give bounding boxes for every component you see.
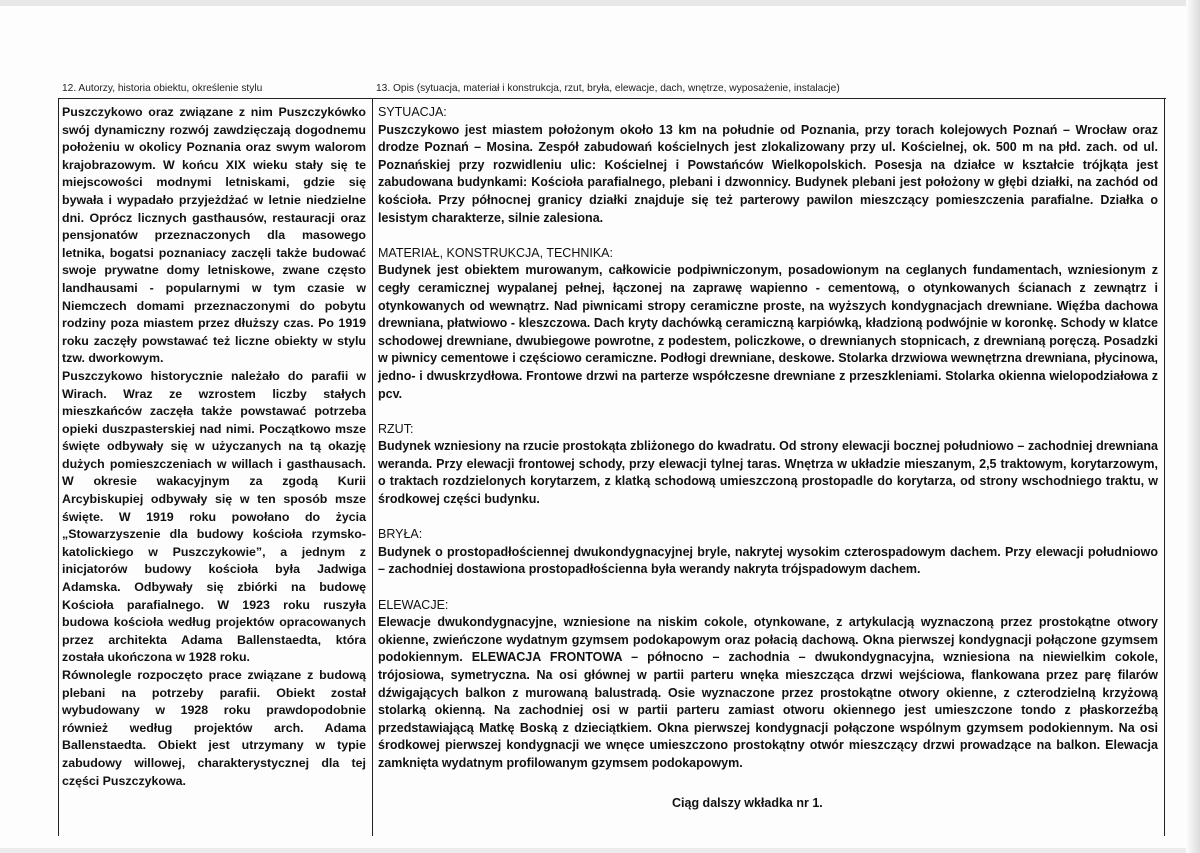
history-paragraph-1: Puszczykowo oraz związane z nim Puszczykówko swój dynamiczny rozwój zawdzięczają dogodnemu położeniu w okolicy Poznania oraz swym walorom krajobrazowym. W końcu XIX wieku stały się te miejscowości modnymi letniskami, gdzie się bywała i wypadało przyjeżdżać w letnie niedzielne dni. Oprócz licznych gasthausów, restauracji oraz pensjonatów przeznaczonych dla masowego letnika, bogatsi poznaniacy zaczęli także budować swoje prywatne domy letniskowe, zwane często landhausami - popularnymi w tym czasie w Niemczech domami przeznaczonymi do pobytu rodziny poza miastem przez dłuższy czas. Po 1919 roku zaczęły powstawać też liczne obiekty w stylu tzw. dworkowym. [62, 105, 366, 366]
table-column-divider [372, 98, 373, 836]
section-body-plan: Budynek wzniesiony na rzucie prostokąta zbliżonego do kwadratu. Od strony elewacji bocznej południowo – zachodniej drewniana weranda. Przy elewacji frontowej schody, przy elewacji tylnej taras. Wnętrza w układzie mieszanym, 2,5 traktowym, korytarzowym, o traktach rozdzielonych korytarzem, z klatką schodową umieszczoną prostopadle do korytarza, od strony wschodniego traktu, w środkowej części budynku. [378, 439, 1158, 507]
table-border-top [58, 98, 1166, 99]
continued-note: Ciąg dalszy wkładka nr 1. [672, 796, 823, 810]
description-column [378, 104, 1158, 773]
table-border-right [1164, 98, 1165, 836]
section-body-material: Budynek jest obiektem murowanym, całkowicie podpiwniczonym, posadowionym na ceglanych fundamentach, wzniesionym z cegły ceramicznej wypalanej pełnej, łączonej na zaprawę wapienno - cementową, o otynkowanych ścianach z zewnątrz i otynkowanych od wewnątrz. Nad piwnicami stropy ceramiczne proste, na wyższych kondygnacjach drewniane. Więźba dachowa drewniana, płatwiowo - kleszczowa. Dach kryty dachówką ceramiczną karpiówką, kładzioną podwójnie w koronkę. Schody w klatce schodowej drewniane, dwubiegowe powrotne, z podestem, policzkowe, o drewnianych stopnicach, z drewnianą poręczą. Posadzki w piwnicy cementowe i częściowo ceramiczne. Podłogi drewniane, deskowe. Stolarka drzwiowa wewnętrzna drewniana, płycinowa, jedno- i dwuskrzydłowa. Frontowe drzwi na parterze współczesne drewniane z przeszkleniami. Stolarka okienna wielopodziałowa z pcv. [378, 263, 1158, 401]
section-body-form: Budynek o prostopadłościennej dwukondygnacyjnej bryle, nakrytej wysokim czterospadowym dachem. Przy elewacji południowo – zachodniej dostawiona prostopadłościenna była werandy nakryta trójspadowym dachem. [378, 544, 1158, 577]
section-body-elevations: Elewacje dwukondygnacyjne, wzniesione na niskim cokole, otynkowane, z artykulacją wyznaczoną przez prostokątne otwory okienne, zwieńczone wydatnym gzymsem podokapowym oraz połacią dachową. Okna pierwszej kondygnacji połączone gzymsem podokiennym. ELEWACJA FRONTOWA – północno – zachodnia – dwukondygnacyjna, wzniesiona na niewielkim cokole, trójosiowa, symetryczna. Na osi głównej w partii parteru wnęka mieszcząca drzwi wejściowa, flankowana przez parę filarów dźwigających balkon z murowaną balustradą. Osie wyznaczone przez prostokątne otwory okienne, z czterodzielną krzyżową stolarką okienną. Na zachodniej osi w partii parteru zamiast otworu okiennego jest umieszczone tondo z płaskorzeźbą przedstawiającą Matkę Boską z dzieciątkiem. Okna pierwszej kondygnacji połączone wspólnym gzymsem podokiennym. Na osi środkowej pierwszej kondygnacji we wnęce umieszczono prostokątny otwór mieszczący drzwi prowadzące na balkon. Elewacja zamknięta wydatnym profilowanym gzymsem podokapowym. [378, 615, 1158, 770]
scan-edge-bottom [0, 848, 1200, 853]
history-paragraph-2: Puszczykowo historycznie należało do parafii w Wirach. Wraz ze wzrostem liczby stałych mieszkańców zaczęła także powstawać potrzeba opieki duszpasterskiej nad nimi. Początkowo msze święte odbywały się w użyczanych na tą okazję dużych pomieszczeniach w willach i gasthausach. W okresie wakacyjnym za zgodą Kurii Arcybiskupiej odbywały się w ten sposób msze święte. W 1919 roku powołano do życia „Stowarzyszenie dla budowy kościoła rzymsko-katolickiego w Puszczykowie”, a jednym z inicjatorów budowy kościoła była Jadwiga Adamska. Odbywały się zbiórki na budowę Kościoła parafialnego. W 1923 roku ruszyła budowa kościoła według projektów opracowanych przez architekta Adama Ballenstaedta, która została ukończona w 1928 roku. [62, 368, 366, 665]
history-column [62, 104, 366, 790]
section-title-elevations: ELEWACJE: [378, 597, 449, 612]
left-column-header: 12. Autorzy, historia obiektu, określenie stylu [62, 83, 263, 94]
section-title-form: BRYŁA: [378, 527, 423, 542]
scan-edge-right [1186, 0, 1200, 853]
right-column-header: 13. Opis (sytuacja, materiał i konstrukcja, rzut, bryła, elewacje, dach, wnętrze, wyposażenie, instalacje) [376, 83, 840, 94]
section-title-plan: RZUT: [378, 421, 414, 436]
section-title-material: MATERIAŁ, KONSTRUKCJA, TECHNIKA: [378, 245, 613, 260]
scan-edge-top [0, 0, 1200, 6]
section-title-situation: SYTUACJA: [378, 105, 447, 119]
section-body-situation: Puszczykowo jest miastem położonym około 13 km na południe od Poznania, przy torach kolejowych Poznań – Wrocław oraz drodze Poznań – Mosina. Zespół zabudowań kościelnych jest zlokalizowany przy ul. Kościelnej, ok. 500 m na płd. zach. od ul. Poznańskiej przy rozwidleniu ulic: Kościelnej i Powstańców Wielkopolskich. Posesja na działce w kształcie trójkąta jest zabudowana budynkami: Kościoła parafialnego, plebani i dzwonnicy. Budynek plebani jest położony w głębi działki, na zachód od kościoła. Przy północnej granicy działki znajduje się też parterowy pawilon mieszczący pomieszczenia parafialne. Działka o lesistym charakterze, silnie zalesiona. [378, 122, 1158, 225]
table-border-left [58, 98, 59, 836]
history-paragraph-3: Równolegle rozpoczęto prace związane z budową plebani na potrzeby parafii. Obiekt został wybudowany w 1928 roku prawdopodobnie również według projektów arch. Adama Ballenstaedta. Obiekt jest utrzymany w typie zabudowy willowej, charakterystycznej dla tej części Puszczykowa. [62, 668, 366, 788]
